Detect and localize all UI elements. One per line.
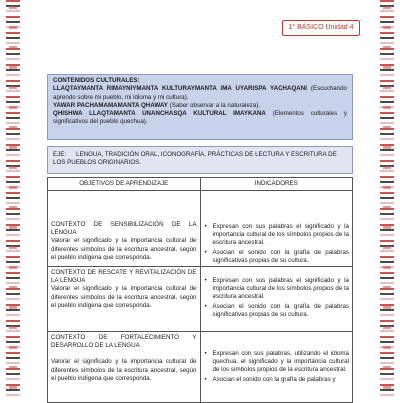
decorative-border-right	[380, 0, 394, 400]
objective-cell	[48, 332, 201, 403]
table-row	[48, 332, 353, 403]
contenidos-heading: CONTENIDOS CULTURALES:	[53, 77, 140, 84]
indicator-item: • Asocian el sonido con la grafía de palabras y	[213, 376, 350, 384]
indicators-cell	[200, 191, 353, 267]
contenidos-culturales-box	[47, 74, 353, 140]
table-row	[48, 191, 353, 267]
contenido-item: QHISHWA LLAQTAMANTA UNANCHASQA KULTURAL IMAYKANA (Elementos culturales y significativos del pueblo quechua).	[53, 110, 347, 126]
objective-text: Valorar el significado y la importancia cultural de diferentes símbolos de la escritura ancestral, según el pueblo indígena que corresponda.	[51, 285, 197, 309]
objective-title: CONTEXTO DE SENSIBILIZACIÓN DE LA LENGUA	[51, 221, 197, 237]
contenido-item: YAWAR PACHAMAMAMANTA QHAWAY (Saber observar a la naturaleza).	[53, 101, 261, 109]
contenido-item: LLAQTAYMANTA RIMAYNIYMANTA KULTURAYMANTA IMA UYARISPA YACHAQANI (Escuchando aprendo sobre mi pueblo, mi idioma y mi cultura).	[53, 85, 347, 101]
objective-text: Valorar el significado y la importancia cultural de diferentes símbolos de la escritura ancestral, según el pueblo indígena que corresponda.	[51, 358, 197, 382]
eje-label: EJE:	[53, 151, 67, 158]
objective-title: CONTEXTO DE FORTALECIMIENTO Y DESARROLLO DE LA LENGUA	[51, 334, 197, 350]
eje-box	[47, 146, 353, 174]
indicators-cell	[200, 332, 353, 403]
objective-title: CONTEXTO DE RESCATE Y REVITALIZACIÓN DE LA LENGUA	[51, 269, 197, 285]
indicators-cell	[200, 267, 353, 332]
objective-cell	[48, 267, 201, 332]
decorative-border-left	[6, 0, 20, 400]
indicator-item: • Expresan con sus palabras, utilizando el idioma quechua, el significado y la importancia cultural de los símbolos propios de la escritura ancestral.	[213, 350, 350, 375]
objective-text: Valorar el significado y la importancia cultural de diferentes símbolos de la escritura ancestral, según el pueblo indígena que corresponda.	[51, 237, 197, 261]
indicator-item: • Asocian el sonido con la grafía de palabras significativas propias de su cultura.	[213, 303, 350, 319]
objective-cell	[48, 191, 201, 267]
indicator-item: • Asocian el sonido con la grafía de palabras significativas propias de su cultura.	[213, 249, 350, 265]
unit-badge: 1° BÁSICO Unidad 4	[282, 20, 360, 36]
header-indicadores: INDICADORES	[200, 178, 353, 191]
objectives-table	[47, 177, 353, 403]
table-row	[48, 267, 353, 332]
indicator-item: • Expresan con sus palabras el significado y la importancia cultural de los símbolos propios de la escritura ancestral.	[213, 223, 350, 248]
eje-text: LENGUA, TRADICIÓN ORAL, ICONOGRAFÍA, PRÁCTICAS DE LECTURA Y ESCRITURA DE LOS PUEBLOS ORIGINARIOS.	[53, 151, 337, 167]
header-objetivos: OBJETIVOS DE APRENDIZAJE	[48, 178, 201, 191]
indicator-item: • Expresan con sus palabras el significado y la importancia cultural de los símbolos propios de la escritura ancestral.	[213, 277, 350, 302]
